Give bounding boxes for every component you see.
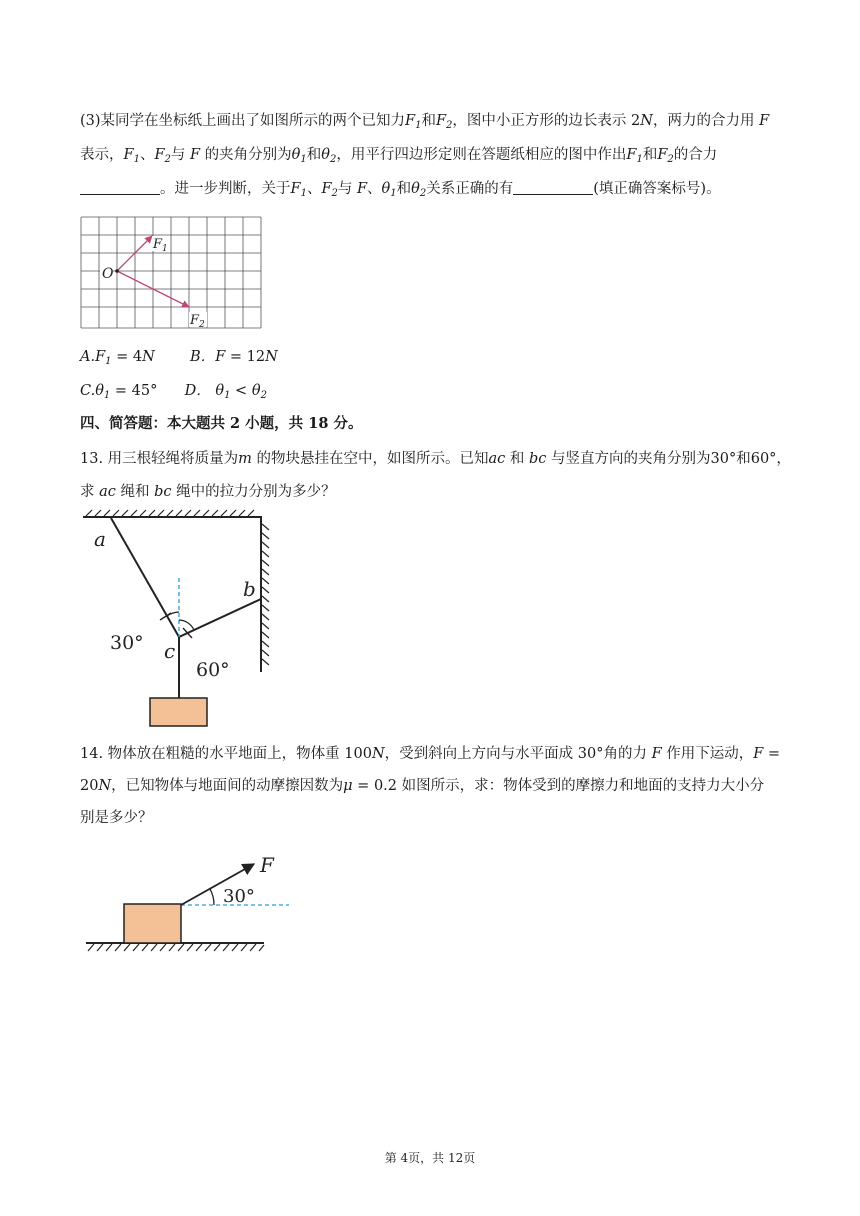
text: 的合力: [673, 147, 718, 163]
f1-label: $F_1$: [153, 237, 168, 254]
label-f: F: [260, 853, 274, 877]
text: 表示，: [80, 147, 124, 163]
q14-figure: [84, 852, 294, 958]
sym-f1: $F_1$: [290, 181, 307, 199]
label-b: b: [243, 577, 256, 601]
text: 、: [139, 147, 155, 163]
q12-line-2: [80, 145, 717, 165]
sym-f2: $F_2$: [154, 147, 171, 165]
sym-theta2: $\theta_2$: [411, 181, 427, 199]
rope-bc: [179, 599, 261, 637]
text: ，两力的合力用: [652, 113, 755, 129]
text: 、: [306, 181, 322, 197]
text: 。进一步判断，关于: [160, 181, 291, 197]
rope-ac: [111, 518, 179, 637]
sym-n: N: [640, 113, 653, 129]
page-footer: 第 4页，共 12页: [384, 1151, 476, 1165]
text: 的夹角分别为: [204, 147, 292, 163]
options-row-2: [80, 381, 267, 401]
sym-f1: $F_1$: [626, 147, 643, 165]
q13-figure: [80, 510, 285, 730]
option-b[interactable]: B．F = 12N: [190, 349, 278, 365]
label-c: c: [164, 639, 176, 663]
q13-line-1: 13. 用三根轻绳将质量为m 的物块悬挂在空中，如图所示。已知ac 和 bc 与竖直方向的夹角分别为30°和60°，: [80, 451, 791, 467]
sym-f: F: [759, 113, 770, 129]
q12-line-1: [80, 111, 769, 131]
section-heading: 四、简答题：本大题共 2 小题，共 18 分。: [80, 415, 363, 432]
text: ，用平行四边形定则在答题纸相应的图中作出: [336, 147, 627, 163]
options-row-1: [80, 347, 278, 367]
hanging-block: [150, 698, 207, 726]
origin-point: [115, 269, 119, 273]
label-30deg: 30°: [110, 632, 144, 654]
answer-blank-2[interactable]: [513, 180, 593, 195]
grid-figure: [80, 216, 264, 334]
text: 、: [367, 181, 382, 197]
sym-f: F: [189, 147, 201, 163]
block-on-ground: [124, 904, 181, 943]
label-60deg: 60°: [196, 659, 230, 681]
option-d[interactable]: D． $\theta_1 < \theta_2$: [184, 383, 267, 401]
option-c[interactable]: $C.\theta_1 = 45^\circ$: [80, 383, 158, 401]
sym-f: F: [356, 181, 368, 197]
f2-label: $F_2$: [190, 313, 205, 330]
sym-theta1: $\theta_1$: [381, 181, 397, 199]
text: 与: [337, 181, 353, 197]
text: 和: [306, 147, 322, 163]
sym-f2: $F_2$: [657, 147, 674, 165]
text: 和: [396, 181, 412, 197]
text: (3)某同学在坐标纸上画出了如图所示的两个已知力: [80, 113, 406, 129]
sym-f1: $F_1$: [405, 113, 422, 131]
q14-line-2: 20N，已知物体与地面间的动摩擦因数为μ = 0.2 如图所示，求：物体受到的摩擦力和地面的支持力大小分: [80, 778, 765, 794]
text: 和: [421, 113, 436, 129]
sym-f1: $F_1$: [123, 147, 140, 165]
sym-f2: $F_2$: [435, 113, 453, 131]
text: 和: [642, 147, 658, 163]
label-30deg: 30°: [223, 886, 255, 907]
text: 关系正确的有: [426, 181, 514, 197]
label-a: a: [94, 527, 106, 551]
text: (填正确答案标号)。: [593, 181, 721, 197]
q14-line-1: 14. 物体放在粗糙的水平地面上，物体重 100N，受到斜向上方向与水平面成 30°角的力 F 作用下运动，F =: [80, 746, 781, 762]
text: 与: [170, 147, 186, 163]
q14-line-3: 别是多少？: [80, 810, 153, 826]
sym-theta2: $\theta_2$: [321, 147, 337, 165]
sym-theta1: $\theta_1$: [291, 147, 307, 165]
origin-label: O: [102, 266, 114, 282]
text: ，图中小正方形的边长表示 2: [452, 113, 641, 129]
q12-line-3: [80, 179, 721, 199]
option-a[interactable]: $A.F_1 = 4N$: [80, 349, 155, 367]
f1-arrow: [117, 236, 152, 271]
answer-blank-1[interactable]: [80, 180, 160, 195]
sym-f2: $F_2$: [321, 181, 338, 199]
q13-line-2: 求 ac 绳和 bc 绳中的拉力分别为多少？: [80, 484, 336, 500]
